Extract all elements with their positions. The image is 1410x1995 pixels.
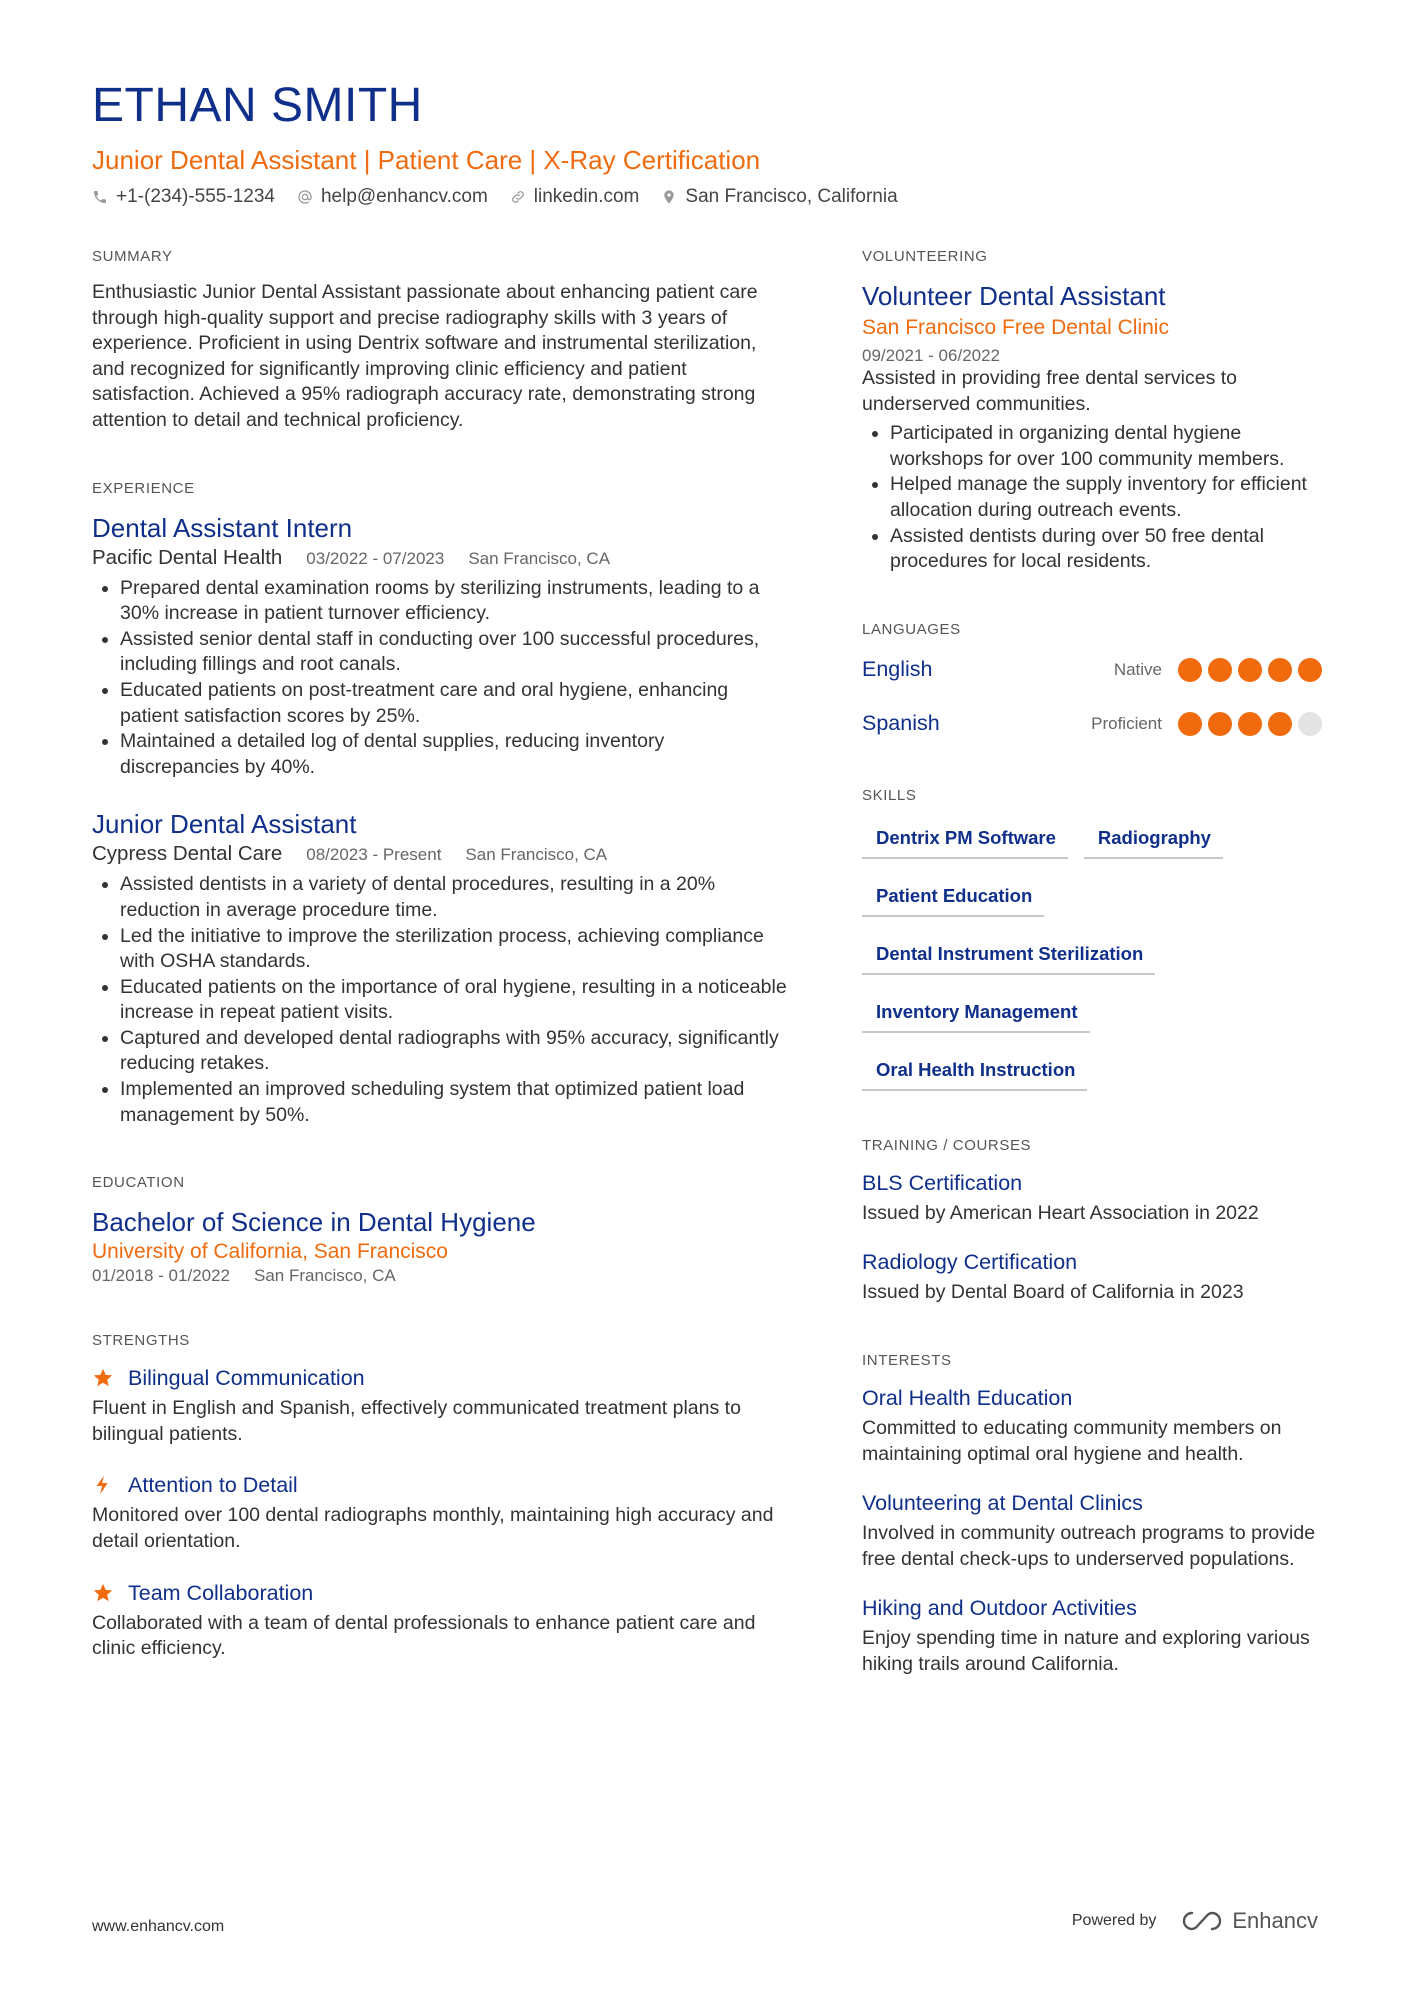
phone-text: +1-(234)-555-1234 [116, 186, 275, 207]
rating-dot-filled [1238, 658, 1262, 682]
strength-desc: Fluent in English and Spanish, effectively communicated treatment plans to bilingual patients. [92, 1397, 741, 1445]
linkedin-text: linkedin.com [533, 186, 640, 207]
job-location: San Francisco, CA [468, 548, 611, 568]
bullet-item: • Assisted dentists in a variety of dental procedures, resulting in a 20% reduction in average procedure time. [120, 872, 788, 923]
experience-entry [92, 512, 788, 781]
location-text: San Francisco, California [685, 186, 898, 207]
interests-section [862, 1352, 1322, 1678]
strength-item [92, 1579, 788, 1662]
language-name: English [862, 657, 933, 682]
skill-tag: Radiography [1084, 819, 1223, 859]
language-rating [1178, 712, 1322, 736]
language-name: Spanish [862, 711, 940, 736]
footer-brand [1072, 1908, 1318, 1934]
bullet-item: • Captured and developed dental radiographs with 95% accuracy, significantly reducing retakes. [120, 1026, 788, 1077]
language-row [862, 707, 1322, 741]
school-name: University of California, San Francisco [92, 1240, 448, 1264]
summary-section [92, 248, 788, 434]
skill-tag: Dentrix PM Software [862, 819, 1068, 859]
training-item [862, 1169, 1322, 1227]
bullet-item: • Led the initiative to improve the sterilization process, achieving compliance with OSHA standards. [120, 924, 788, 975]
interest-item [862, 1594, 1322, 1677]
interest-title: Volunteering at Dental Clinics [862, 1491, 1143, 1516]
left-column [92, 248, 788, 1708]
bullet-item: • Educated patients on post-treatment care and oral hygiene, enhancing patient satisfaction scores by 25%. [120, 678, 788, 729]
bullet-item: • Prepared dental examination rooms by sterilizing instruments, leading to a 30% increase in patient turnover efficiency. [120, 576, 788, 627]
volunteering-section [862, 248, 1322, 575]
strength-desc: Collaborated with a team of dental professionals to enhance patient care and clinic efficiency. [92, 1611, 756, 1660]
link-icon [510, 189, 526, 205]
language-level: Proficient [1091, 713, 1162, 733]
star-icon [92, 1582, 114, 1604]
rating-dot-filled [1268, 658, 1292, 682]
rating-dot-filled [1298, 658, 1322, 682]
job-location: San Francisco, CA [465, 845, 608, 865]
bullet-item: • Educated patients on the importance of oral hygiene, resulting in a noticeable increase in repeat patient visits. [120, 975, 788, 1026]
contact-email[interactable] [297, 186, 488, 208]
summary-text: Enthusiastic Junior Dental Assistant passionate about enhancing patient care through high-quality support and precise radiography skills with 3 years of experience. Proficient in using Dentrix software and instrumental sterilization, and recognized for significantly improving clinic efficiency and patient satisfaction. Achieved a 95% radiograph accuracy rate, demonstrating strong attention to detail and technical proficiency. [92, 281, 758, 431]
section-title: LANGUAGES [862, 620, 961, 638]
job-title: Junior Dental Assistant [92, 809, 357, 840]
job-bullets [92, 576, 788, 781]
skills-list [862, 819, 1322, 1091]
bullet-item: • Assisted senior dental staff in conducting over 100 successful procedures, including fillings and root canals. [120, 627, 788, 678]
interest-item [862, 1489, 1322, 1572]
headline: Junior Dental Assistant | Patient Care | X-Ray Certification [92, 145, 761, 175]
rating-dot-filled [1238, 712, 1262, 736]
section-title: STRENGTHS [92, 1332, 190, 1350]
brand-logo[interactable] [1182, 1908, 1318, 1934]
section-title: SKILLS [862, 786, 917, 804]
rating-dot-filled [1178, 658, 1202, 682]
strength-title: Attention to Detail [128, 1473, 298, 1498]
company-name: Cypress Dental Care [92, 842, 283, 866]
education-location: San Francisco, CA [254, 1266, 396, 1286]
volunteer-desc: Assisted in providing free dental services to underserved communities. [862, 367, 1238, 415]
language-level-group [1114, 658, 1322, 682]
section-title: EDUCATION [92, 1174, 185, 1192]
training-title: Radiology Certification [862, 1250, 1078, 1275]
strength-item [92, 1471, 788, 1554]
contact-phone[interactable] [92, 186, 275, 208]
language-rating [1178, 658, 1322, 682]
footer-website[interactable]: www.enhancv.com [92, 1918, 225, 1935]
volunteer-dates: 09/2021 - 06/2022 [862, 346, 1001, 365]
phone-icon [92, 189, 108, 205]
languages-section [862, 621, 1322, 741]
job-dates: 08/2023 - Present [306, 845, 442, 865]
bullet-item: • Implemented an improved scheduling system that optimized patient load management by 50%. [120, 1077, 788, 1128]
strength-item [92, 1364, 788, 1447]
interest-title: Oral Health Education [862, 1385, 1073, 1410]
language-row [862, 653, 1322, 687]
brand-name: Enhancv [1232, 1908, 1318, 1933]
rating-dot-filled [1208, 712, 1232, 736]
interest-title: Hiking and Outdoor Activities [862, 1596, 1137, 1621]
bullet-item: • Helped manage the supply inventory for efficient allocation during outreach events. [890, 472, 1322, 523]
experience-section [92, 480, 788, 1129]
contact-location [661, 186, 897, 208]
section-title: EXPERIENCE [92, 479, 195, 497]
training-desc: Issued by American Heart Association in 2022 [862, 1201, 1259, 1224]
training-title: BLS Certification [862, 1170, 1023, 1195]
skills-section [862, 787, 1322, 1091]
degree-title: Bachelor of Science in Dental Hygiene [92, 1207, 536, 1238]
education-dates: 01/2018 - 01/2022 [92, 1266, 231, 1286]
section-title: TRAINING / COURSES [862, 1136, 1032, 1154]
email-text: help@enhancv.com [320, 186, 488, 207]
bullet-item: • Maintained a detailed log of dental supplies, reducing inventory discrepancies by 40%. [120, 729, 788, 780]
interest-desc: Involved in community outreach programs to provide free dental check-ups to underserved populations. [862, 1522, 1316, 1570]
lightning-icon [92, 1474, 114, 1496]
interest-desc: Committed to educating community members on maintaining optimal oral hygiene and health. [862, 1416, 1282, 1465]
interest-item [862, 1384, 1322, 1467]
strength-head [92, 1471, 788, 1499]
job-meta [92, 842, 788, 866]
job-title: Dental Assistant Intern [92, 512, 353, 543]
training-section [862, 1137, 1322, 1306]
interest-desc: Enjoy spending time in nature and exploring various hiking trails around California. [862, 1627, 1310, 1675]
bullet-item: • Participated in organizing dental hygiene workshops for over 100 community members. [890, 421, 1322, 472]
language-level-group [1091, 712, 1322, 736]
powered-by-label: Powered by [1071, 1912, 1157, 1929]
strength-head [92, 1579, 788, 1607]
volunteer-bullets [862, 421, 1322, 575]
job-bullets [92, 872, 788, 1128]
job-dates: 03/2022 - 07/2023 [306, 548, 445, 568]
skill-tag: Oral Health Instruction [862, 1051, 1087, 1091]
enhancv-logo-icon [1182, 1909, 1222, 1933]
volunteer-role: Volunteer Dental Assistant [862, 281, 1166, 311]
section-title: VOLUNTEERING [862, 248, 988, 265]
contact-linkedin[interactable] [510, 186, 640, 208]
job-meta [92, 546, 788, 570]
bullet-item: • Assisted dentists during over 50 free dental procedures for local residents. [890, 524, 1322, 575]
section-title: INTERESTS [862, 1351, 952, 1369]
section-title: SUMMARY [92, 248, 173, 265]
strength-head [92, 1364, 788, 1392]
location-pin-icon [661, 189, 677, 205]
skill-tag: Dental Instrument Sterilization [862, 935, 1155, 975]
rating-dot-filled [1178, 712, 1202, 736]
language-level: Native [1113, 659, 1162, 679]
company-name: Pacific Dental Health [92, 545, 283, 569]
education-section [92, 1174, 788, 1286]
at-icon [297, 189, 313, 205]
training-item [862, 1248, 1322, 1306]
volunteer-org: San Francisco Free Dental Clinic [862, 316, 1169, 339]
candidate-name: ETHAN SMITH [92, 79, 423, 132]
right-column [862, 248, 1322, 1724]
rating-dot-filled [1268, 712, 1292, 736]
strength-title: Bilingual Communication [128, 1366, 365, 1391]
strength-title: Team Collaboration [128, 1580, 314, 1605]
rating-dot-empty [1298, 712, 1322, 736]
rating-dot-filled [1208, 658, 1232, 682]
skill-tag: Inventory Management [862, 993, 1090, 1033]
training-desc: Issued by Dental Board of California in 2023 [862, 1281, 1244, 1304]
education-meta [92, 1266, 788, 1286]
strength-desc: Monitored over 100 dental radiographs monthly, maintaining high accuracy and detail orientation. [92, 1504, 774, 1553]
contact-bar [92, 186, 1318, 208]
skill-tag: Patient Education [862, 877, 1044, 917]
resume-header [92, 78, 1318, 208]
experience-entry [92, 808, 788, 1128]
star-icon [92, 1367, 114, 1389]
strengths-section [92, 1332, 788, 1662]
